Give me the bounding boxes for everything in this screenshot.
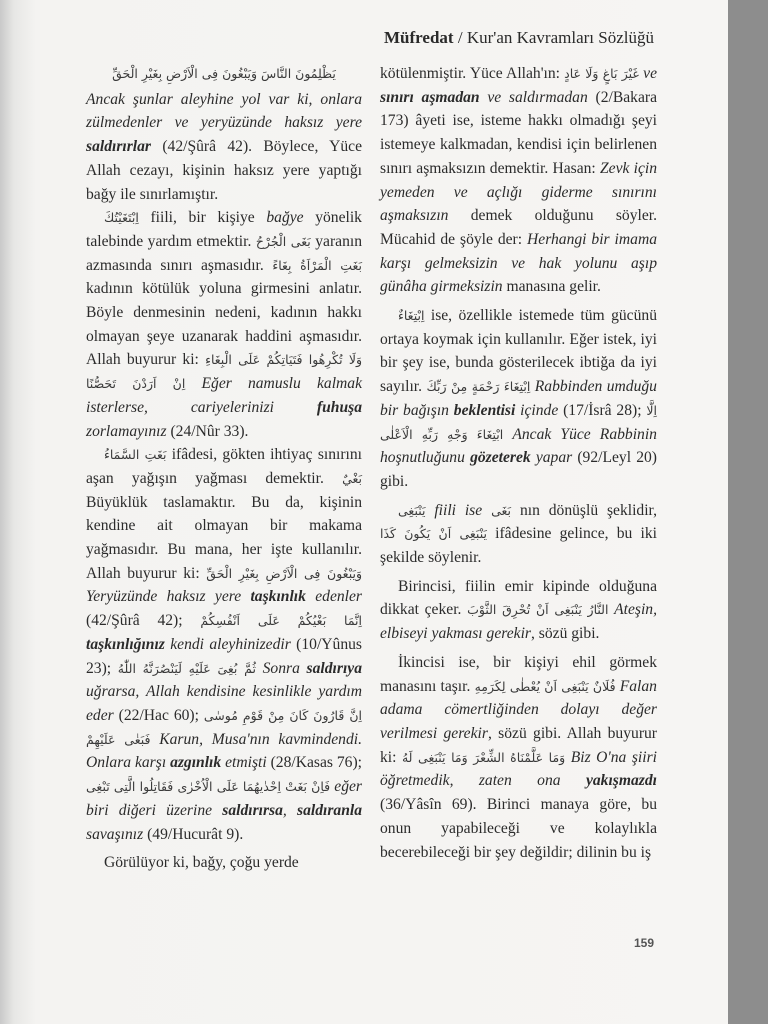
- body-text: İkincisi ise, bir kişiyi ehil görmek manasını taşır.: [380, 653, 657, 695]
- body-text: kötülenmiştir. Yüce Allah'ın:: [380, 65, 565, 82]
- citation: (17/İsrâ 28);: [558, 401, 647, 419]
- italic-term: fiili ise: [425, 501, 483, 519]
- arabic-word: بَغَتِ السَّمَاءُ: [104, 447, 167, 463]
- quotation-text: Herhangi bir imama karşı gelmeksizin ve hak yolunu aşıp günâha girmeksizin: [380, 230, 658, 296]
- translation-text: Ancak şunlar aleyhine yol var ki, onlara zülmedenler ve yeryüzünde haksız yere: [86, 90, 362, 132]
- citation: (24/Nûr 33).: [166, 422, 249, 440]
- arabic-verse: اِنَّ قَارُونَ كَانَ مِنْ قَوْمِ مُوسٰى فَبَغٰى عَلَيْهِمْ: [86, 707, 362, 747]
- body-text: (2/Bakara 173) âyeti ise, isteme hakkı olmadığı şeyi istemeye kalkmadan, kendisi için belirlenen sınırı aşmaksızın demektir. Hasan:: [380, 88, 657, 177]
- translation-text: ,: [282, 801, 298, 819]
- arabic-verse: يَظْلِمُونَ النَّاسَ وَيَبْغُونَ فِى الْاَرْضِ بِغَيْرِ الْحَقِّ: [112, 66, 336, 81]
- key-term: fuhuşa: [316, 398, 362, 416]
- key-term: gözeterek: [470, 449, 531, 467]
- body-text: kadının kötülük yoluna girmesini anlatır. Böyle denmesinin nedeni, kadının hakkı olmayan şeye uzanarak haddini aşmasıdır. Allah buyurur ki:: [86, 280, 362, 369]
- paragraph: [380, 304, 657, 494]
- translation-text: Biz O'na şiiri öğretmedik, zaten ona: [380, 748, 657, 790]
- arabic-phrase: فُلَانٌ يَنْبَغِى اَنْ يُعْطٰى لِكَرَمِهِ: [474, 678, 616, 694]
- paragraph: [86, 206, 362, 443]
- arabic-verse: ثُمَّ بُغِىَ عَلَيْهِ لَيَنْصُرَنَّهُ اللّٰهُ: [117, 660, 256, 676]
- arabic-verse: اِلَّا ابْتِغَاءَ وَجْهِ رَبِّهِ الْاَعْلٰى: [380, 402, 658, 442]
- arabic-verse: وَيَبْغُونَ فِى الْاَرْضِ بِغَيْرِ الْحَقِّ: [206, 565, 362, 581]
- arabic-verse: وَلَا تُكْرِهُوا فَتَيَاتِكُمْ عَلَى الْبِغَاءِ اِنْ اَرَدْنَ تَحَصُّنًا: [86, 352, 362, 392]
- translation-text: Karun, Musa'nın kavmindendi. Onlara karşı: [86, 730, 362, 772]
- translation-text: Sonra: [255, 659, 307, 677]
- paragraph: [86, 62, 362, 206]
- translation-text: zorlamayınız: [86, 422, 167, 440]
- translation-text: Eğer namuslu kalmak isterlerse, cariyelerinizi: [86, 375, 362, 416]
- key-term: beklentisi: [453, 401, 516, 419]
- citation: (28/Kasas 76);: [266, 754, 362, 772]
- translation-text: savaşınız: [86, 825, 144, 843]
- header-book-title: Kur'an Kavramları Sözlüğü: [466, 28, 654, 47]
- key-term: saldırırlar: [86, 138, 151, 156]
- citation: (42/Şûrâ 42);: [86, 612, 201, 630]
- body-text: , sözü gibi.: [530, 625, 600, 643]
- translation-text: etmişti: [221, 754, 267, 772]
- body-text: fiili, bir kişiye: [138, 209, 267, 227]
- translation-text: ve saldırmadan: [479, 88, 588, 106]
- body-text: Birincisi, fiilin emir kipinde olduğuna dikkat çeker.: [380, 577, 657, 619]
- citation: (22/Hac 60);: [113, 706, 204, 724]
- arabic-word: اِبْتِغَاءٌ: [398, 308, 425, 324]
- citation: (10/Yûnus 23);: [86, 635, 362, 677]
- header-separator: /: [453, 28, 467, 47]
- header-series: Müfredat: [384, 28, 454, 47]
- citation: (92/Leyl 20) gibi.: [380, 449, 657, 490]
- arabic-verse: وَمَا عَلَّمْنَاهُ الشِّعْرَ وَمَا يَنْبَغِى لَهُ: [401, 749, 566, 765]
- body-text: demek olduğunu söyler. Mücahid de şöyle der:: [380, 207, 657, 248]
- italic-term: bağye: [266, 209, 304, 227]
- running-header: [384, 28, 654, 48]
- body-text: , sözü gibi. Allah buyurur ki:: [380, 724, 657, 766]
- key-term: sınırı aşmadan: [380, 88, 480, 106]
- body-text: yönelik talebinde yardım etmektir.: [86, 209, 362, 250]
- quotation-text: Zevk için yemeden ve açlığı giderme sınırını aşmaksızın: [380, 159, 658, 225]
- key-term: taşkınlık: [250, 588, 306, 606]
- paragraph: [380, 575, 657, 646]
- paragraph: [380, 651, 657, 864]
- body-text: (36/Yâsîn 69). Birinci manaya göre, bu onun yapabileceği ve kolaylıkla becerebileceği bir şey değildir; dilinin bu iş: [380, 796, 657, 861]
- translation-text: kendi aleyhinizedir: [164, 635, 291, 653]
- body-text: ise, özellikle istemede tüm gücünü ortaya koymak için kullanılır. Eğer istek, iyi bir şey ise, bunda gösterilecek ibtiğa da iyi sayılır.: [380, 307, 657, 396]
- arabic-verse: فَاِنْ بَغَتْ اِحْدٰيهُمَا عَلَى الْاُخْرٰى فَقَاتِلُوا الَّتِى تَبْغِى: [86, 779, 331, 795]
- body-text: (42/Şûrâ 42). Böylece, Yüce Allah cezayı, kişinin haksız yere yaptığı bağy ile sınırlamıştır.: [86, 138, 362, 203]
- translation-text: uğrarsa, Allah kendisine kesinlikle yardım eder: [86, 683, 362, 724]
- key-term: saldırıya: [306, 659, 362, 677]
- translation-text: Ancak Yüce Rabbinin hoşnutluğunu: [380, 425, 657, 467]
- body-text: Büyüklük taslamaktır. Bu da, kişinin kendine ait olmayan bir makama yağmasıdır. Bu mana, her işte kullanılır. Allah buyurur ki:: [86, 493, 362, 582]
- translation-text: Rabbinden umduğu bir bağışın: [380, 378, 657, 419]
- right-column: [380, 62, 657, 864]
- translation-text: eğer biri diğeri üzerine: [86, 778, 363, 819]
- arabic-word: بَغَى الْجُرْحُ: [255, 233, 311, 249]
- translation-text: Yeryüzünde haksız yere: [86, 588, 251, 606]
- key-term: taşkınlığınız: [86, 635, 165, 653]
- arabic-verse: غَيْرَ بَاغٍ وَلَا عَادٍ: [564, 66, 639, 81]
- page-number: 159: [633, 936, 654, 950]
- translation-text: Falan adama cömertliğinden dolayı değer verilmesi gerekir: [380, 677, 657, 742]
- key-term: yakışmazdı: [585, 772, 657, 790]
- paragraph: [86, 443, 362, 846]
- arabic-word: يَنْبَغِى: [398, 502, 426, 518]
- arabic-word: بَغَى: [482, 502, 520, 518]
- body-text: yaranın azmasında sınırı aşmasıdır.: [86, 232, 362, 274]
- arabic-word: بَغْيٌ: [342, 470, 362, 486]
- body-text: Görülüyor ki, bağy, çoğu yerde: [104, 854, 299, 872]
- key-term: saldıranla: [297, 801, 363, 819]
- arabic-word: اِبْتَغَيْتُكَ: [104, 210, 139, 226]
- key-term: saldırırsa: [222, 801, 283, 819]
- paragraph: [380, 62, 657, 299]
- arabic-verse: اِنَّمَا بَغْيُكُمْ عَلَى اَنْفُسِكُمْ: [200, 613, 362, 629]
- paragraph: [86, 851, 362, 875]
- body-text: ifâdesi, gökten ihtiyaç sınırını aşan yağışın yağması demektir.: [86, 446, 362, 487]
- paragraph: [380, 499, 657, 570]
- body-text: manasına gelir.: [502, 278, 601, 296]
- translation-text: yapar: [530, 449, 573, 467]
- translation-text: edenler: [305, 588, 362, 606]
- translation-text: Ateşin, elbiseyi yakması gerekir: [380, 601, 657, 643]
- body-text: ifâdesine gelince, bu iki şekilde söylenir.: [380, 525, 657, 567]
- left-column: [86, 62, 362, 875]
- translation-text: ve: [638, 65, 657, 82]
- arabic-word: بَغَتِ الْمَرْاَةُ بِغَاءً: [272, 257, 362, 273]
- arabic-verse: اِبْتِغَاءَ رَحْمَةٍ مِنْ رَبِّكَ: [426, 379, 531, 395]
- translation-text: içinde: [515, 401, 559, 419]
- arabic-phrase: النَّارُ يَنْبَغِى اَنْ تُحْرِقَ الثَّوْبَ: [467, 602, 609, 618]
- arabic-phrase: يَنْبَغِى اَنْ يَكُونَ كَذَا: [380, 526, 487, 542]
- key-term: azgınlık: [170, 754, 222, 772]
- body-text: nın dönüşlü şeklidir,: [519, 501, 658, 519]
- citation: (49/Hucurât 9).: [143, 825, 244, 843]
